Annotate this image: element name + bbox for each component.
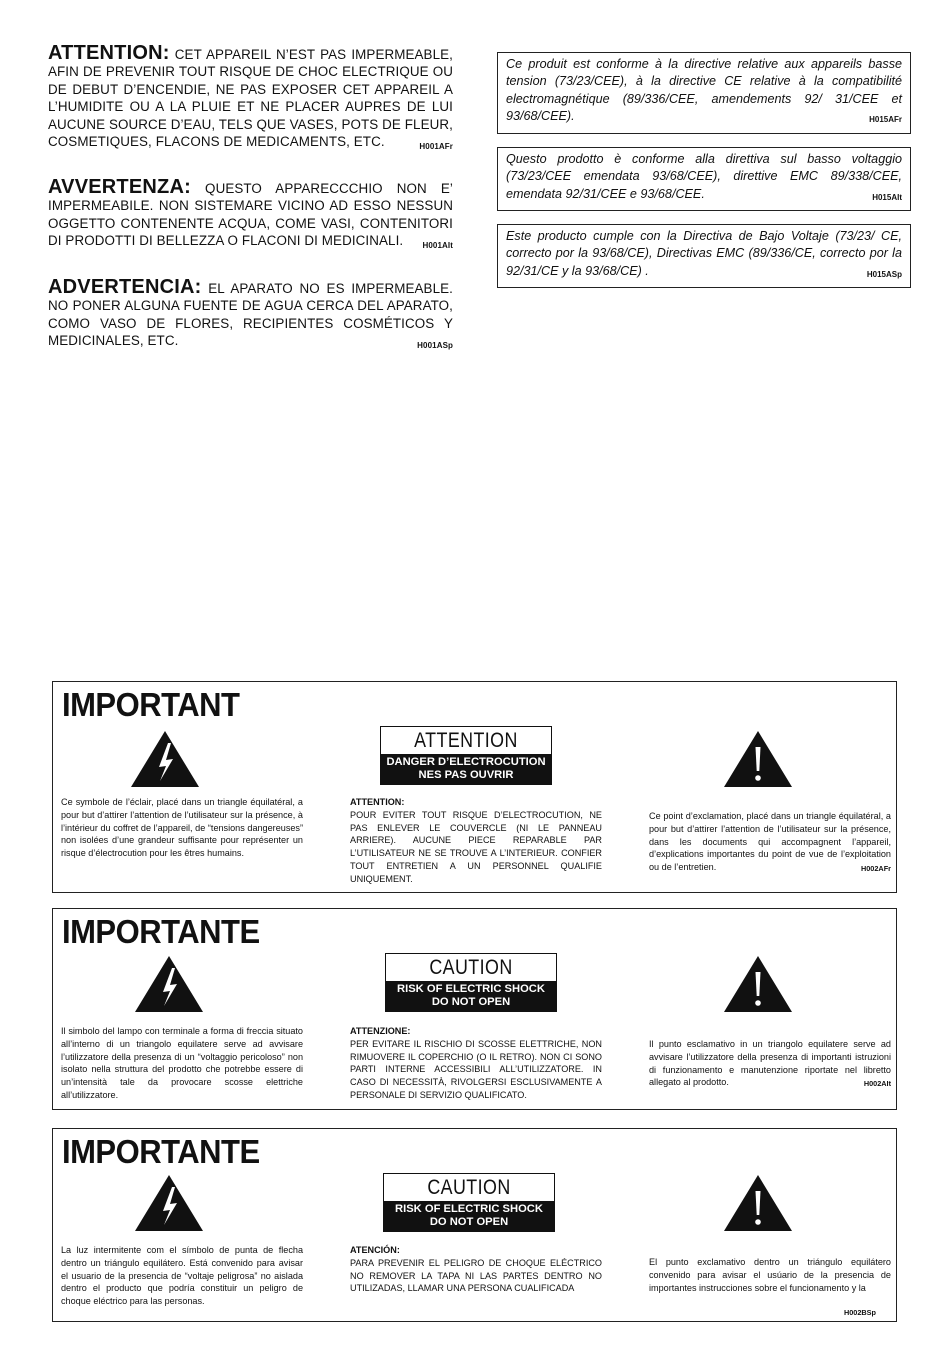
important-fr-right-text: Ce point d’exclamation, placé dans un triangle équilatéral, a pour but d’attirer l’attention de l’utilisateur sur la présence, dans les documents qui accompagnent l’appareil, d’explications importantes du point de vue de l’exploitation ou de l’entretien.	[649, 811, 891, 873]
conformity-it-code: H015AIt	[872, 192, 902, 202]
conformity-es-code: H015ASp	[866, 269, 902, 279]
conformity-it	[497, 147, 911, 211]
caution-label-line2: DO NOT OPEN	[429, 1215, 509, 1228]
warning-it	[48, 176, 453, 255]
caution-label-line2: DO NOT OPEN	[431, 995, 511, 1008]
important-it-left-text: Il simbolo del lampo con terminale a forma di freccia situato all’interno di un triangolo equilatere serve ad avvisare l’utilizzatore della presenza di un “voltaggio pericoloso” non isolato nella struttura del prodotto che potrebbe essere di un’intensità tale da provocare scosse elettriche all’utilizzatore.	[61, 1026, 303, 1100]
warning-fr-text: CET APPAREIL N’EST PAS IMPERMEABLE, AFIN DE PREVENIR TOUT RISQUE DE CHOC ELECTRIQUE OU DE DEBUT D’ENCENDIE, NE PAS EXPOSER CET APPAREIL A L’HUMIDITE OU A LA PLUIE ET NE PLACER AUPRES DE LUI AUCUNE SOURCE D’EAU, TELS QUE VASES, POTS DE FLEUR, COSMETIQUES, FLACONS DE MEDICAMENTS, ETC.	[48, 47, 453, 150]
important-es-middle	[350, 1244, 602, 1295]
attention-label-line1: DANGER D’ELECTROCUTION	[386, 756, 546, 768]
lightning-triangle-icon	[129, 729, 201, 789]
attention-label-line2: NES PAS OUVRIR	[418, 768, 514, 781]
caution-label	[383, 1173, 555, 1232]
warning-fr	[48, 42, 453, 155]
caution-label-line1: RISK OF ELECTRIC SHOCK	[397, 983, 545, 995]
important-es-middle-head: ATENCIÓN:	[350, 1245, 400, 1255]
conformity-it-text: Questo prodotto è conforme alla direttiva sul basso voltaggio (73/23/CEE emendata 93/68/CEE), direttive EMC 89/338/CEE, emendata 92/31/CEE e 93/68/CEE.	[506, 152, 902, 201]
lightning-triangle-icon	[133, 1173, 205, 1233]
important-it-right	[649, 1038, 891, 1091]
attention-label	[380, 726, 552, 785]
important-fr-right	[649, 810, 891, 876]
conformity-es-text: Este producto cumple con la Directiva de Bajo Voltaje (73/23/ CE, correcto por la 93/68/CE), Directivas EMC (89/336/CE, correcto por la 92/31/CE y la 93/68/CE) .	[506, 229, 902, 278]
exclamation-triangle-icon	[722, 1173, 794, 1233]
exclamation-triangle-icon	[722, 729, 794, 789]
conformity-fr-code: H015AFr	[869, 115, 902, 125]
important-es-code: H002BSp	[843, 1308, 876, 1317]
important-es-box	[52, 1128, 897, 1322]
warning-es	[48, 276, 453, 355]
warning-it-text: QUESTO APPARECCCHIO NON E’ IMPERMEABILE. NON SISTEMARE VICINO AD ESSO NESSUN OGGETTO CONTENENTE ACQUA, COME VASI, CONTENITORI DI PRODOTTI DI BELLEZZA O FLACONI DI MEDICINALI.	[48, 181, 453, 249]
important-es-title: IMPORTANTE	[62, 1133, 260, 1171]
conformity-fr	[497, 52, 911, 134]
conformity-fr-text: Ce produit est conforme à la directive relative aux appareils basse tension (73/23/CEE), à la directive CE relative à la compatibilité electromagnétique (89/336/CEE, amendements 92/ 31/CEE et 93/68/CEE).	[506, 57, 902, 124]
important-it-title: IMPORTANTE	[62, 913, 260, 951]
warning-fr-code: H001AFr	[419, 142, 453, 152]
important-it-box	[52, 908, 897, 1110]
caution-label-top: CAUTION	[427, 1176, 511, 1199]
warning-fr-lead: ATTENTION:	[48, 42, 170, 64]
important-it-middle	[350, 1025, 602, 1102]
conformity-es	[497, 224, 911, 288]
attention-label-top: ATTENTION	[414, 729, 518, 752]
caution-label	[385, 953, 557, 1012]
caution-label-top: CAUTION	[429, 956, 513, 979]
warning-es-text: EL APARATO NO ES IMPERMEABLE. NO PONER ALGUNA FUENTE DE AGUA CERCA DEL APARATO, COMO VASO DE FLORES, RECIPIENTES COSMÉTICOS Y MEDICINALES, ETC.	[48, 281, 453, 349]
important-es-middle-text: PARA PREVENIR EL PELIGRO DE CHOQUE ELÉCTRICO NO REMOVER LA TAPA NI LAS PARTES DENTRO NO UTILIZADAS, LLAMAR UNA PERSONA CUALIFICADA	[350, 1257, 602, 1294]
important-fr-box	[52, 681, 897, 893]
important-fr-code: H002AFr	[860, 864, 891, 874]
caution-label-line1: RISK OF ELECTRIC SHOCK	[395, 1203, 543, 1215]
important-it-right-text: Il punto esclamativo in un triangolo equilatere serve ad avvisare l’utilizzatore della presenza di importanti istruzioni di funzionamento e manutenzione riportate nel libretto allegato al prodotto.	[649, 1039, 891, 1088]
important-es-left-text: La luz intermitente com el símbolo de punta de flecha dentro un triángulo equilátero. Está convenido para avisar el usuario de la presencia de “voltaje peligrosa” no aislada dentro el producto que podría constituir un peligro de choque eléctrico para las personas.	[61, 1245, 303, 1307]
important-fr-middle-head: ATTENTION:	[350, 797, 405, 807]
important-it-middle-head: ATTENZIONE:	[350, 1026, 411, 1036]
exclamation-triangle-icon	[722, 954, 794, 1014]
lightning-triangle-icon	[133, 954, 205, 1014]
important-fr-title: IMPORTANT	[62, 686, 240, 724]
warning-it-lead: AVVERTENZA:	[48, 176, 191, 198]
important-it-code: H002AIt	[863, 1079, 891, 1089]
warning-es-lead: ADVERTENCIA:	[48, 276, 202, 298]
warning-it-code: H001AIt	[422, 241, 453, 251]
important-it-middle-text: PER EVITARE IL RISCHIO DI SCOSSE ELETTRICHE, NON RIMUOVERE IL COPERCHIO (O IL RETRO). NON CI SONO PARTI INTERNE ACCESSIBILI ALL’UTILIZZATORE. IN CASO DI NECESSITÀ, RIVOLGERSI ESCLUSIVAMENTE A PERSONALE DI SERVIZIO QUALIFICATO.	[350, 1038, 602, 1100]
important-es-right-text: El punto exclamativo dentro un triángulo equilátero convenido para avisar el usúario de la presencia de importantes instrucciones sobre el funcionamento y la	[649, 1257, 891, 1293]
important-fr-left-text: Ce symbole de l’éclair, placé dans un triangle équilatéral, a pour but d’attirer l’attention de l’utilisateur sur la présence, à l’intérieur du coffret de l’appareil, de “tensions dangereuses” non isolées d’une grandeur suffisante pour représenter un risque d’électrocution pour les êtres humains.	[61, 797, 303, 859]
warning-es-code: H001ASp	[417, 341, 453, 351]
important-fr-middle	[350, 796, 602, 886]
important-fr-middle-text: POUR EVITER TOUT RISQUE D’ELECTROCUTION, NE PAS ENLEVER LE COUVERCLE (NI LE PANNEAU ARRIERE). AUCUNE PIECE REPARABLE PAR L’UTILISATEUR NE SE TROUVE A L’INTERIEUR. CONFIER TOUT ENTRETIEN A UN PERSONNEL QUALIFIE UNIQUEMENT.	[350, 809, 602, 884]
